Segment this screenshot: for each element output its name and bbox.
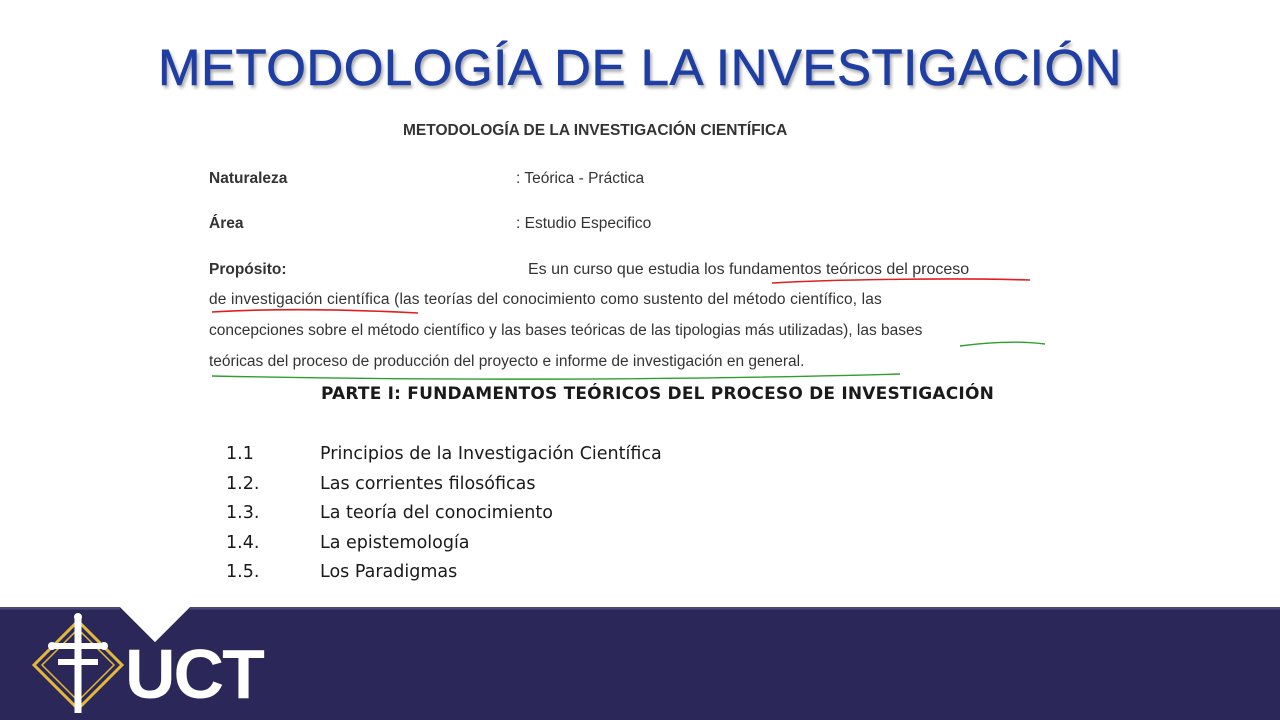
document-heading: METODOLOGÍA DE LA INVESTIGACIÓN CIENTÍFICA: [403, 122, 788, 139]
list-item: 1.2. Las corrientes filosóficas: [226, 473, 536, 494]
red-underline-1: [772, 279, 1030, 283]
field-value-proposito: Es un curso que estudia los fundamentos teóricos del proceso: [528, 261, 970, 278]
part-title: PARTE I: FUNDAMENTOS TEÓRICOS DEL PROCESO DE INVESTIGACIÓN: [320, 384, 995, 404]
field-value-area: : Estudio Especifico: [516, 215, 652, 232]
handwritten-underlines: [200, 110, 1060, 382]
field-label-naturaleza: Naturaleza: [209, 170, 288, 187]
list-item: 1.4. La epistemología: [226, 532, 470, 553]
list-item: 1.1 Principios de la Investigación Científica: [226, 444, 662, 464]
green-underline-2: [212, 374, 900, 379]
uct-logo-text: UCT: [125, 635, 263, 713]
list-item: 1.5. Los Paradigmas: [226, 562, 458, 582]
green-underline-1: [960, 342, 1045, 346]
red-underline-2: [212, 310, 418, 313]
field-value-naturaleza: : Teórica - Práctica: [516, 170, 645, 187]
toc-list: [226, 440, 662, 588]
field-label-proposito: Propósito:: [209, 261, 287, 278]
field-label-area: Área: [209, 215, 244, 232]
slide-title: METODOLOGÍA DE LA INVESTIGACIÓN: [158, 39, 1122, 96]
purpose-line-3: teóricas del proceso de producción del proyecto e informe de investigación en general.: [209, 353, 805, 370]
document-image: [200, 110, 1060, 382]
purpose-line-1: de investigación científica (las teorías del conocimiento como sustento del método científico, las: [209, 291, 882, 308]
list-item: 1.3. La teoría del conocimiento: [226, 503, 553, 523]
purpose-line-2: concepciones sobre el método científico y las bases teóricas de las tipologias más utilizadas), las bases: [209, 322, 923, 339]
